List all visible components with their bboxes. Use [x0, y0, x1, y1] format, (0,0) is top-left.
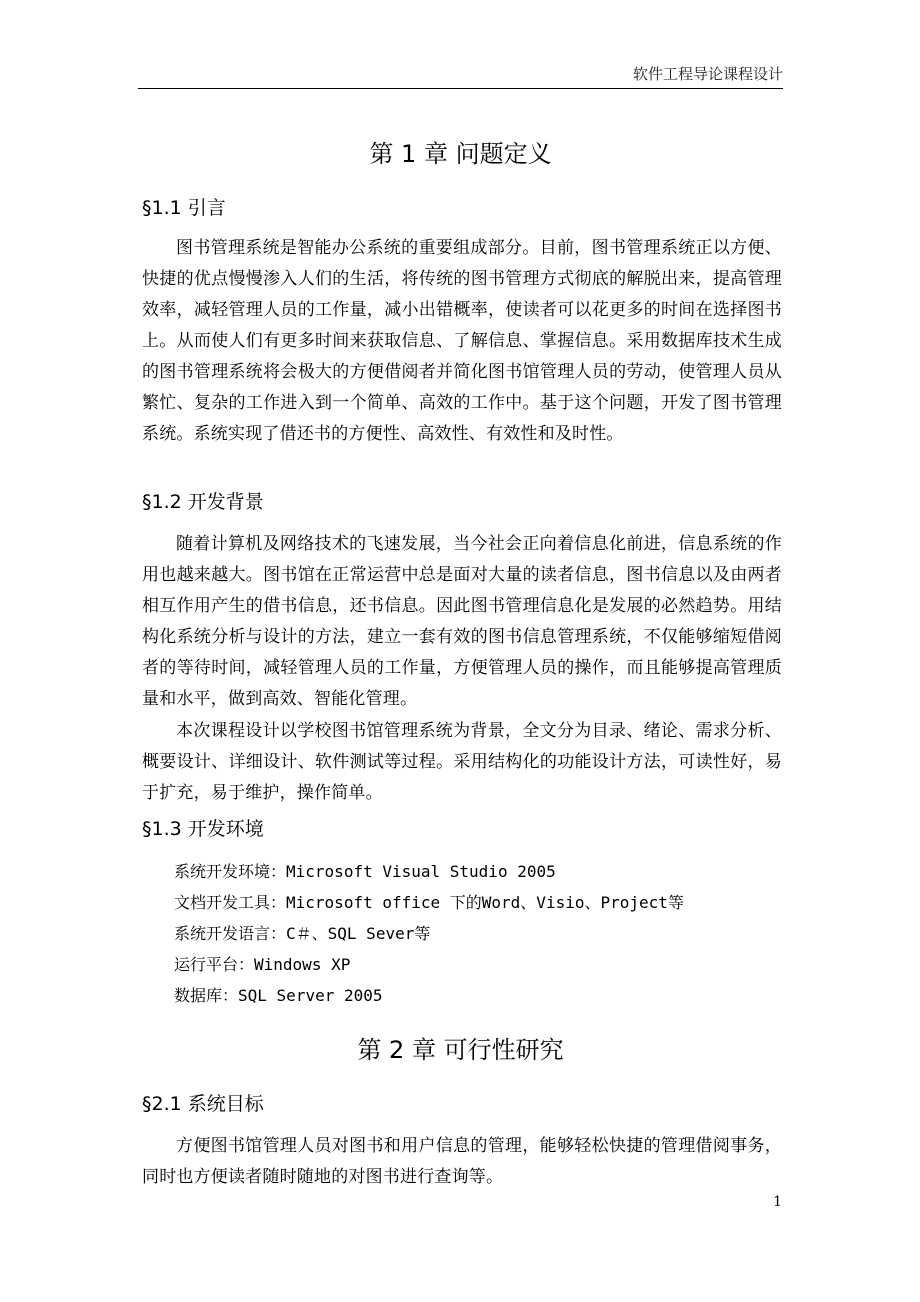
list-item: 数据库：SQL Server 2005 [174, 986, 383, 1005]
section-1-2-paragraph-1: 随着计算机及网络技术的飞速发展，当今社会正向着信息化前进，信息系统的作用也越来越大。图书馆在正常运营中总是面对大量的读者信息，图书信息以及由两者相互作用产生的借书信息，还书信息。因此图书管理信息化是发展的必然趋势。用结构化系统分析与设计的方法，建立一套有效的图书信息管理系统，不仅能够缩短借阅者的等待时间，减轻管理人员的工作量，方便管理人员的操作，而且能够提高管理质量和水平，做到高效、智能化管理。 [142, 534, 782, 709]
list-item: 系统开发语言：C＃、SQL Sever等 [174, 924, 431, 943]
running-header: 软件工程导论课程设计 [632, 65, 783, 83]
section-1-2-title: §1.2 开发背景 [142, 491, 264, 513]
section-2-1-paragraph: 方便图书馆管理人员对图书和用户信息的管理，能够轻松快捷的管理借阅事务，同时也方便读者随时随地的对图书进行查询等。 [142, 1136, 782, 1187]
header-rule [138, 88, 783, 89]
chapter-1-title: 第 1 章 问题定义 [369, 140, 552, 168]
section-2-1-title: §2.1 系统目标 [142, 1093, 264, 1115]
section-1-1-paragraph: 图书管理系统是智能办公系统的重要组成部分。目前，图书管理系统正以方便、快捷的优点慢慢渗入人们的生活，将传统的图书管理方式彻底的解脱出来，提高管理效率，减轻管理人员的工作量，减小出错概率，使读者可以花更多的时间在选择图书上。从而使人们有更多时间来获取信息、了解信息、掌握信息。采用数据库技术生成的图书管理系统将会极大的方便借阅者并简化图书馆管理人员的劳动，使管理人员从繁忙、复杂的工作进入到一个简单、高效的工作中。基于这个问题，开发了图书管理系统。系统实现了借还书的方便性、高效性、有效性和及时性。 [142, 238, 782, 444]
list-item: 文档开发工具：Microsoft office 下的Word、Visio、Project等 [174, 893, 684, 912]
section-1-3-title: §1.3 开发环境 [142, 818, 264, 840]
list-item: 系统开发环境：Microsoft Visual Studio 2005 [174, 862, 556, 881]
section-1-1-title: §1.1 引言 [142, 197, 226, 219]
section-1-2-paragraph-2: 本次课程设计以学校图书馆管理系统为背景，全文分为目录、绪论、需求分析、概要设计、详细设计、软件测试等过程。采用结构化的功能设计方法，可读性好，易于扩充，易于维护，操作简单。 [142, 721, 782, 803]
chapter-2-title: 第 2 章 可行性研究 [357, 1036, 564, 1064]
list-item: 运行平台：Windows XP [174, 955, 351, 974]
page-number: 1 [773, 1194, 782, 1210]
dev-environment-list [174, 856, 782, 1011]
